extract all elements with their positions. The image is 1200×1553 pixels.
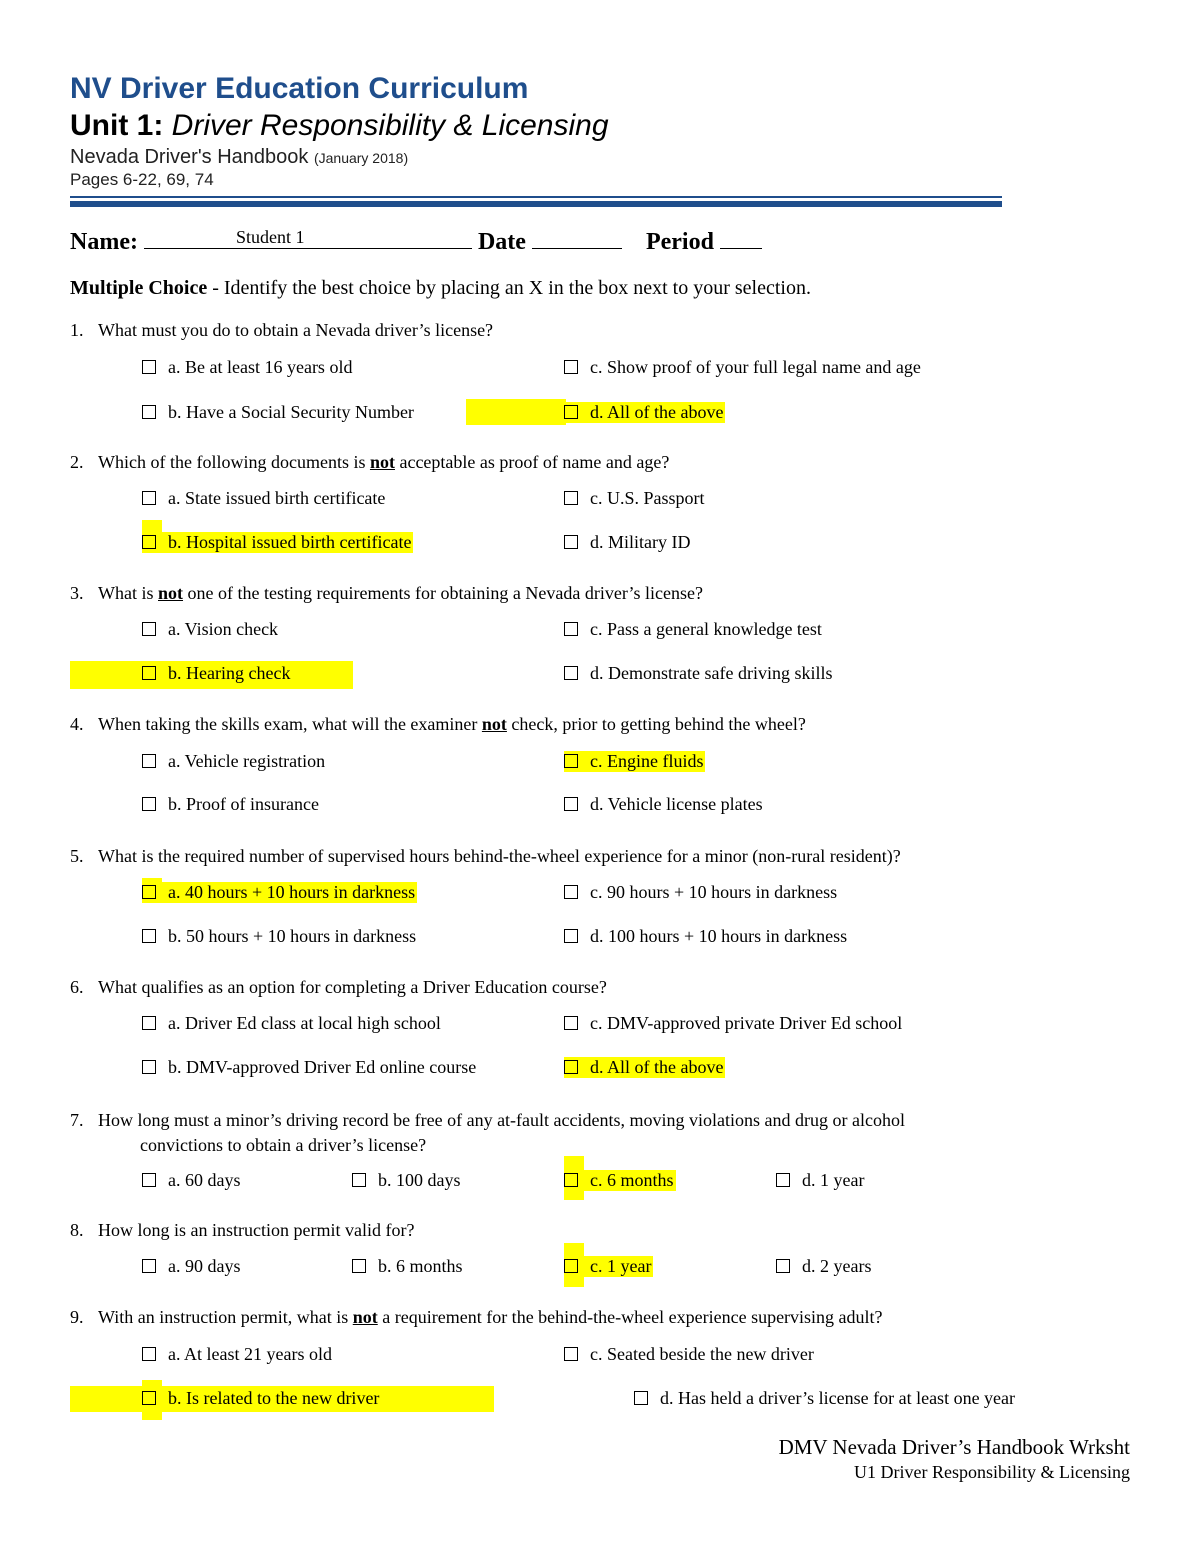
- checkbox[interactable]: [564, 1016, 578, 1030]
- option-label: c. Seated beside the new driver: [590, 1344, 814, 1364]
- option-label: d. All of the above: [590, 402, 724, 422]
- q5-option-b[interactable]: [142, 926, 416, 947]
- q4-option-a[interactable]: [142, 751, 325, 772]
- question-text: What must you do to obtain a Nevada driver’s license?: [98, 320, 494, 340]
- question-1: [70, 320, 493, 341]
- q1-option-c[interactable]: [564, 357, 921, 378]
- q6-option-c[interactable]: [564, 1013, 902, 1034]
- option-label: a. Vision check: [168, 619, 279, 639]
- q4-option-c[interactable]: [564, 751, 705, 772]
- question-text: How long must a minor’s driving record be free of any at-fault accidents, moving violations and drug or alcohol: [98, 1110, 905, 1130]
- answer-highlight: [70, 661, 142, 689]
- question-text-continued: convictions to obtain a driver’s license?: [140, 1135, 427, 1155]
- question-number: 5.: [70, 846, 84, 866]
- option-label: b. 6 months: [378, 1256, 463, 1276]
- q5-option-c[interactable]: [564, 882, 837, 903]
- checkbox[interactable]: [352, 1173, 366, 1187]
- option-label: a. 60 days: [168, 1170, 241, 1190]
- footer-unit-title: U1 Driver Responsibility & Licensing: [854, 1462, 1130, 1482]
- q2-option-a[interactable]: [142, 488, 385, 509]
- q8-option-d[interactable]: [776, 1256, 871, 1277]
- student-info-line: [70, 224, 762, 256]
- checkbox[interactable]: [142, 929, 156, 943]
- option-label: d. Military ID: [590, 532, 691, 552]
- question-text: one of the testing requirements for obtaining a Nevada driver’s license?: [183, 583, 704, 603]
- q7-option-b[interactable]: [352, 1170, 461, 1191]
- date-label: Date: [477, 229, 526, 255]
- question-number: 2.: [70, 452, 84, 472]
- question-number: 7.: [70, 1110, 84, 1130]
- q5-option-a[interactable]: [142, 882, 417, 903]
- handbook-date: (January 2018): [313, 150, 409, 166]
- checkbox[interactable]: [142, 360, 156, 374]
- option-label: c. 1 year: [590, 1256, 652, 1276]
- checkbox[interactable]: [776, 1173, 790, 1187]
- handbook-reference: [70, 146, 408, 169]
- instructions-text: - Identify the best choice by placing an X in the box next to your selection.: [207, 277, 811, 299]
- q5-option-d[interactable]: [564, 926, 847, 947]
- option-label: d. Has held a driver’s license for at least one year: [660, 1388, 1016, 1408]
- page-range: Pages 6-22, 69, 74: [70, 170, 214, 189]
- checkbox[interactable]: [142, 535, 156, 549]
- question-text: Which of the following documents is: [98, 452, 370, 472]
- question-3: [70, 583, 703, 604]
- checkbox[interactable]: [142, 622, 156, 636]
- checkbox[interactable]: [142, 1016, 156, 1030]
- handbook-name: Nevada Driver's Handbook: [70, 146, 309, 168]
- option-label: d. 2 years: [802, 1256, 872, 1276]
- q4-option-b[interactable]: [142, 794, 319, 815]
- checkbox[interactable]: [564, 754, 578, 768]
- name-field[interactable]: [144, 224, 472, 249]
- option-label: a. 40 hours + 10 hours in darkness: [168, 882, 416, 902]
- q9-option-d[interactable]: [634, 1388, 1015, 1409]
- question-text: acceptable as proof of name and age?: [394, 452, 670, 472]
- option-label: c. DMV-approved private Driver Ed school: [590, 1013, 903, 1033]
- q9-option-b[interactable]: [142, 1388, 379, 1409]
- question-text: With an instruction permit, what is: [98, 1307, 353, 1327]
- question-number: 9.: [70, 1307, 84, 1327]
- q6-option-a[interactable]: [142, 1013, 441, 1034]
- option-label: a. 90 days: [168, 1256, 241, 1276]
- q7-option-d[interactable]: [776, 1170, 864, 1191]
- q3-option-c[interactable]: [564, 619, 822, 640]
- option-label: b. Hearing check: [168, 663, 291, 683]
- question-number: 3.: [70, 583, 84, 603]
- unit-label: Unit 1:: [70, 109, 164, 142]
- q2-option-c[interactable]: [564, 488, 705, 509]
- question-number: 6.: [70, 977, 84, 997]
- unit-heading: [70, 109, 609, 143]
- option-label: d. 100 hours + 10 hours in darkness: [590, 926, 848, 946]
- checkbox[interactable]: [564, 1259, 578, 1273]
- checkbox[interactable]: [352, 1259, 366, 1273]
- checkbox[interactable]: [776, 1259, 790, 1273]
- q6-option-b[interactable]: [142, 1057, 476, 1078]
- question-emphasis: not: [158, 583, 184, 603]
- question-emphasis: not: [369, 452, 395, 472]
- q2-option-b[interactable]: [142, 532, 413, 553]
- curriculum-title: NV Driver Education Curriculum: [70, 72, 529, 105]
- option-label: b. DMV-approved Driver Ed online course: [168, 1057, 477, 1077]
- question-5: [70, 846, 901, 867]
- option-label: c. Engine fluids: [590, 751, 704, 771]
- name-label: Name:: [70, 229, 138, 255]
- checkbox[interactable]: [564, 797, 578, 811]
- checkbox[interactable]: [564, 405, 578, 419]
- checkbox[interactable]: [564, 535, 578, 549]
- q1-option-b[interactable]: [142, 402, 414, 423]
- option-label: c. 6 months: [590, 1170, 674, 1190]
- q2-option-d[interactable]: [564, 532, 691, 553]
- question-text: What qualifies as an option for completing a Driver Education course?: [98, 977, 607, 997]
- q3-option-d[interactable]: [564, 663, 832, 684]
- period-label: Period: [645, 229, 714, 255]
- option-label: b. Proof of insurance: [168, 794, 319, 814]
- q9-option-c[interactable]: [564, 1344, 814, 1365]
- option-label: d. 1 year: [802, 1170, 865, 1190]
- option-label: b. 100 days: [378, 1170, 461, 1190]
- date-field[interactable]: [532, 224, 622, 249]
- q8-option-b[interactable]: [352, 1256, 463, 1277]
- option-label: a. Driver Ed class at local high school: [168, 1013, 441, 1033]
- checkbox[interactable]: [142, 1259, 156, 1273]
- option-label: d. All of the above: [590, 1057, 724, 1077]
- checkbox[interactable]: [564, 666, 578, 680]
- question-9: [70, 1307, 883, 1328]
- question-emphasis: not: [481, 714, 507, 734]
- checkbox[interactable]: [142, 1060, 156, 1074]
- question-emphasis: not: [352, 1307, 378, 1327]
- option-label: a. Vehicle registration: [168, 751, 326, 771]
- option-label: c. 90 hours + 10 hours in darkness: [590, 882, 838, 902]
- option-label: b. Have a Social Security Number: [168, 402, 414, 422]
- checkbox[interactable]: [564, 622, 578, 636]
- checkbox[interactable]: [142, 885, 156, 899]
- checkbox[interactable]: [564, 885, 578, 899]
- q8-option-a[interactable]: [142, 1256, 240, 1277]
- question-text: What is the required number of supervised hours behind-the-wheel experience for a minor (non-rural resident)?: [98, 846, 901, 866]
- option-label: d. Vehicle license plates: [590, 794, 763, 814]
- header-divider-thick: [70, 201, 1002, 207]
- unit-title: Driver Responsibility & Licensing: [171, 109, 609, 142]
- checkbox[interactable]: [564, 1347, 578, 1361]
- option-label: b. Is related to the new driver: [168, 1388, 380, 1408]
- question-number: 1.: [70, 320, 84, 340]
- name-value: Student 1: [235, 227, 305, 247]
- header-divider-thin: [70, 196, 1002, 198]
- question-text: When taking the skills exam, what will the examiner: [98, 714, 482, 734]
- footer-worksheet-title: DMV Nevada Driver’s Handbook Wrksht: [778, 1435, 1130, 1459]
- q9-option-a[interactable]: [142, 1344, 332, 1365]
- checkbox[interactable]: [142, 754, 156, 768]
- checkbox[interactable]: [142, 1173, 156, 1187]
- question-number: 4.: [70, 714, 84, 734]
- option-label: a. Be at least 16 years old: [168, 357, 353, 377]
- q4-option-d[interactable]: [564, 794, 763, 815]
- q1-option-a[interactable]: [142, 357, 352, 378]
- checkbox[interactable]: [142, 1347, 156, 1361]
- question-2: [70, 452, 669, 473]
- question-6: [70, 977, 607, 998]
- period-field[interactable]: [720, 224, 762, 249]
- option-label: c. Show proof of your full legal name and age: [590, 357, 921, 377]
- q3-option-b[interactable]: [142, 663, 290, 684]
- q8-option-c[interactable]: [564, 1256, 653, 1277]
- q1-option-d[interactable]: [564, 402, 725, 423]
- question-8: [70, 1220, 414, 1241]
- checkbox[interactable]: [142, 491, 156, 505]
- checkbox[interactable]: [564, 491, 578, 505]
- option-label: c. Pass a general knowledge test: [590, 619, 822, 639]
- q6-option-d[interactable]: [564, 1057, 725, 1078]
- option-label: b. 50 hours + 10 hours in darkness: [168, 926, 417, 946]
- checkbox[interactable]: [142, 405, 156, 419]
- instructions-heading: Multiple Choice: [70, 277, 208, 299]
- question-text: How long is an instruction permit valid for?: [98, 1220, 415, 1240]
- q7-option-a[interactable]: [142, 1170, 240, 1191]
- question-text: a requirement for the behind-the-wheel experience supervising adult?: [377, 1307, 883, 1327]
- checkbox[interactable]: [634, 1391, 648, 1405]
- option-label: c. U.S. Passport: [590, 488, 705, 508]
- checkbox[interactable]: [564, 1060, 578, 1074]
- q3-option-a[interactable]: [142, 619, 278, 640]
- question-7: [70, 1108, 905, 1158]
- checkbox[interactable]: [142, 797, 156, 811]
- checkbox[interactable]: [564, 360, 578, 374]
- option-label: a. At least 21 years old: [168, 1344, 332, 1364]
- checkbox[interactable]: [564, 1173, 578, 1187]
- option-label: b. Hospital issued birth certificate: [168, 532, 412, 552]
- option-label: d. Demonstrate safe driving skills: [590, 663, 833, 683]
- checkbox[interactable]: [142, 1391, 156, 1405]
- question-text: check, prior to getting behind the wheel?: [506, 714, 806, 734]
- question-text: What is: [98, 583, 158, 603]
- checkbox[interactable]: [142, 666, 156, 680]
- answer-highlight: [466, 399, 566, 425]
- question-number: 8.: [70, 1220, 84, 1240]
- checkbox[interactable]: [564, 929, 578, 943]
- option-label: a. State issued birth certificate: [168, 488, 386, 508]
- question-4: [70, 714, 806, 735]
- instructions: [70, 277, 811, 300]
- q7-option-c[interactable]: [564, 1170, 676, 1191]
